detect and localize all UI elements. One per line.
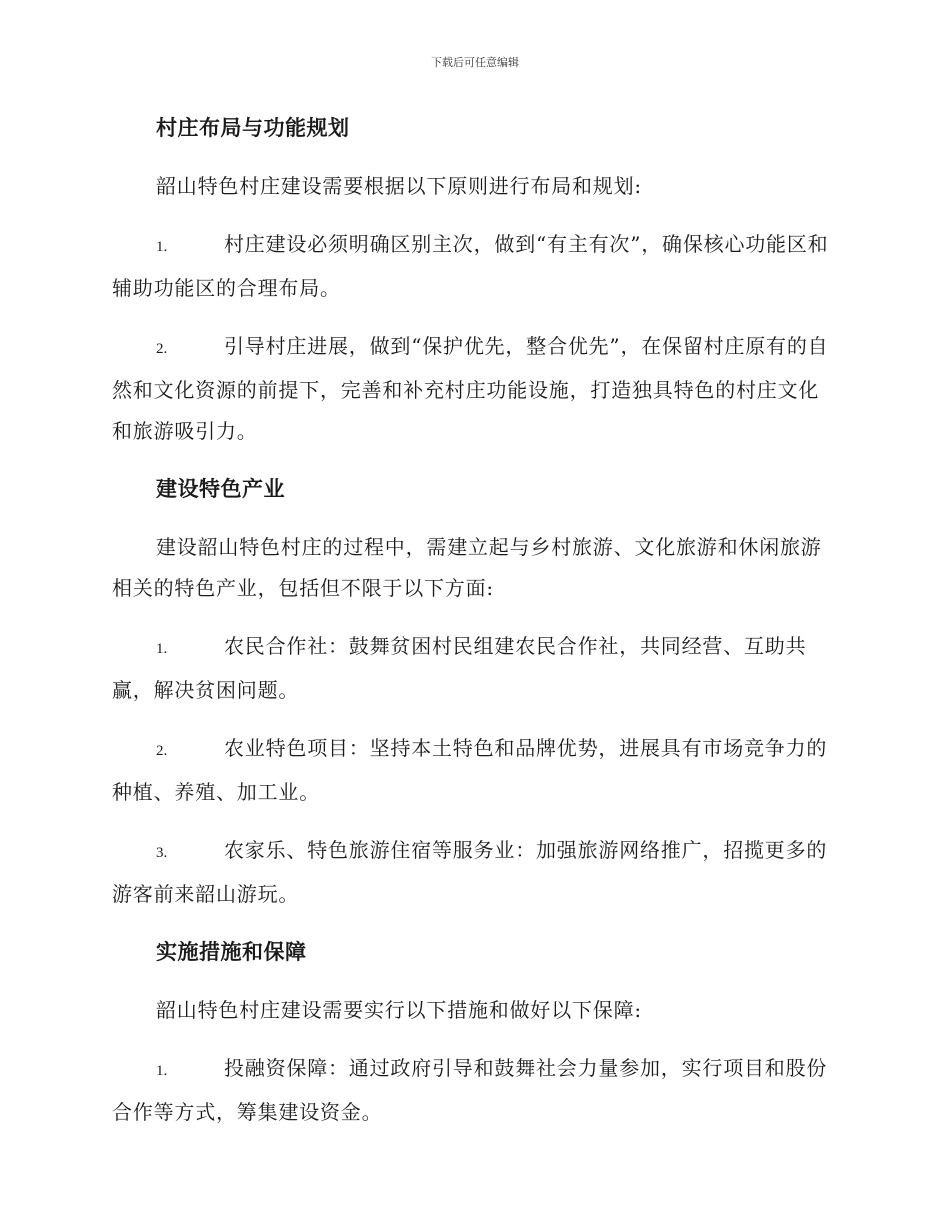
list-item-number: 1.	[156, 1063, 168, 1079]
list-item	[112, 626, 834, 711]
list-item-number: 1.	[156, 239, 168, 255]
list-item	[112, 728, 834, 813]
document-body	[112, 108, 834, 1150]
list-item-text: 村庄建设必须明确区别主次，做到“有主有次”，确保核心功能区和辅助功能区的合理布局。	[112, 232, 829, 300]
section-heading: 实施措施和保障	[156, 940, 307, 964]
list-item-text: 农家乐、特色旅游住宿等服务业：加强旅游网络推广，招揽更多的游客前来韶山游玩。	[112, 838, 828, 906]
list-item-number: 2.	[156, 743, 168, 759]
list-item	[112, 830, 834, 915]
section-intro: 韶山特色村庄建设需要实行以下措施和做好以下保障:	[156, 998, 642, 1022]
section-intro: 韶山特色村庄建设需要根据以下原则进行布局和规划:	[156, 174, 642, 198]
list-item-text: 农民合作社：鼓舞贫困村民组建农民合作社，共同经营、互助共赢，解决贫困问题。	[112, 634, 807, 702]
section-heading: 建设特色产业	[156, 477, 285, 501]
list-item-number: 2.	[156, 341, 168, 357]
list-item-number: 1.	[156, 641, 168, 657]
list-item	[112, 224, 834, 309]
list-item	[112, 326, 834, 452]
list-item-text: 投融资保障：通过政府引导和鼓舞社会力量参加，实行项目和股份合作等方式，筹集建设资金。	[112, 1056, 828, 1124]
section-intro: 建设韶山特色村庄的过程中，需建立起与乡村旅游、文化旅游和休闲旅游相关的特色产业，包括但不限于以下方面:	[112, 535, 822, 600]
list-item-text: 农业特色项目：坚持本土特色和品牌优势，进展具有市场竞争力的种植、养殖、加工业。	[112, 736, 828, 804]
page-header: 下载后可任意编辑	[431, 56, 519, 69]
section-heading: 村庄布局与功能规划	[156, 116, 350, 140]
list-item-text: 引导村庄进展，做到“保护优先，整合优先”，在保留村庄原有的自然和文化资源的前提下，完善和补充村庄功能设施，打造独具特色的村庄文化和旅游吸引力。	[112, 334, 829, 443]
list-item-number: 3.	[156, 845, 168, 861]
list-item	[112, 1048, 834, 1133]
